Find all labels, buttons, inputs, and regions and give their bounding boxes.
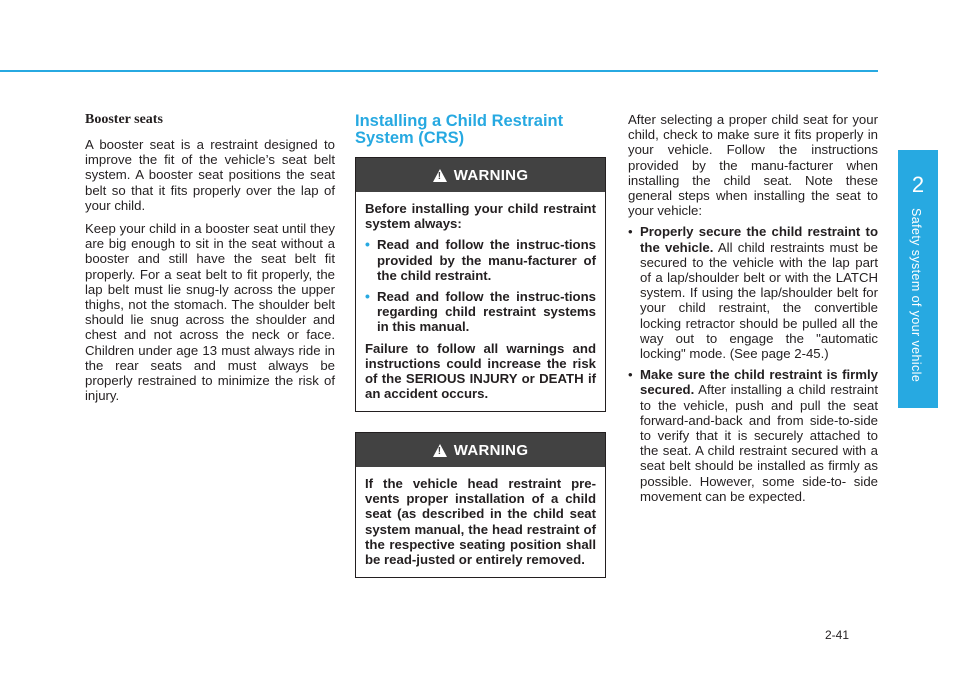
install-steps-section [628,112,878,510]
install-step [628,224,878,361]
warning-icon: ! [433,444,447,457]
warning-box-1 [355,157,606,412]
chapter-tab [898,150,938,408]
warning-label-1: WARNING [453,166,529,184]
install-step-text: All child restraints must be secured to the vehicle with the lap part of a lap/shoulder belt or with the LATCH system. If using the lap/shoulder belt for your child restraint, the convertible locking retractor should be pulled all the way out to engage the "automatic locking" mode. (See page 2-45.) [640,239,878,362]
warning-header-2 [356,433,605,467]
warning-icon: ! [433,169,447,182]
warning-body-1 [356,192,605,411]
booster-seats-section [85,112,335,411]
warning-text-2: If the vehicle head restraint pre-vents proper installation of a child seat (as described in the child seat system manual, the head restraint of the respective seating position shall be read-justed or entirely removed. [365,476,596,568]
warning-bullet: • Read and follow the instruc-tions provided by the manu-facturer of the child restraint. [365,236,596,283]
crs-heading: Installing a Child Restraint System (CRS) [355,112,564,147]
warning-bullet: • Read and follow the instruc-tions regarding child restraint systems in this manual. [365,288,596,335]
bullet-dot: • [628,367,633,383]
install-step [628,367,878,504]
warning-label-2: WARNING [453,441,529,459]
warning-outro: Failure to follow all warnings and instructions could increase the risk of the SERIOUS INJURY or DEATH if an accident occurs. [365,340,596,402]
install-step-bold: Make sure the child restraint is firmly secured. [640,367,878,398]
warning-header-1 [356,158,605,192]
header-rule [0,70,878,72]
install-step-bold: Properly secure the child restraint to the vehicle. [640,224,878,255]
chapter-title: Safety system of your vehicle [909,208,923,383]
bullet-dot: • [628,224,633,240]
booster-seats-heading: Booster seats [85,112,163,127]
warning-bullets [365,237,596,334]
install-step-text: After installing a child restraint to the vehicle, push and pull the seat forward-and-back and from side-to-side to verify that it is securely attached to the seat. A child restraint secured with a seat belt should be installed as firmly as possible. However, some side-to- side movement can be expected. [640,382,878,504]
page-number: 2-41 [825,628,850,642]
warning-intro: Before installing your child restraint system always: [365,201,596,232]
chapter-number: 2 [911,172,925,197]
booster-para-2: Keep your child in a booster seat until they are big enough to sit in the seat without a booster and still have the seat belt fit properly. For a seat belt to fit properly, the lap belt must lie snug-ly across the upper thighs, not the stomach. The shoulder belt should lie snug across the shoulder and chest and not across the neck or face. Children under age 13 must always ride in the rear seats and must always be properly restrained to minimize the risk of injury. [85,221,335,404]
warning-box-2 [355,432,606,578]
warning-body-2 [356,467,605,577]
bullet-dot: • [365,288,370,305]
crs-section [355,113,605,147]
booster-para-1: A booster seat is a restraint designed to improve the fit of the vehicle’s seat belt system. A booster seat positions the seat belt so that it fits properly over the lap of your child. [85,137,335,213]
install-intro: After selecting a proper child seat for your child, check to make sure it fits properly in your vehicle. Follow the instructions provided by the manu-facturer when installing the child seat. Note these general steps when installing the seat to your vehicle: [628,112,878,219]
bullet-dot: • [365,236,370,253]
